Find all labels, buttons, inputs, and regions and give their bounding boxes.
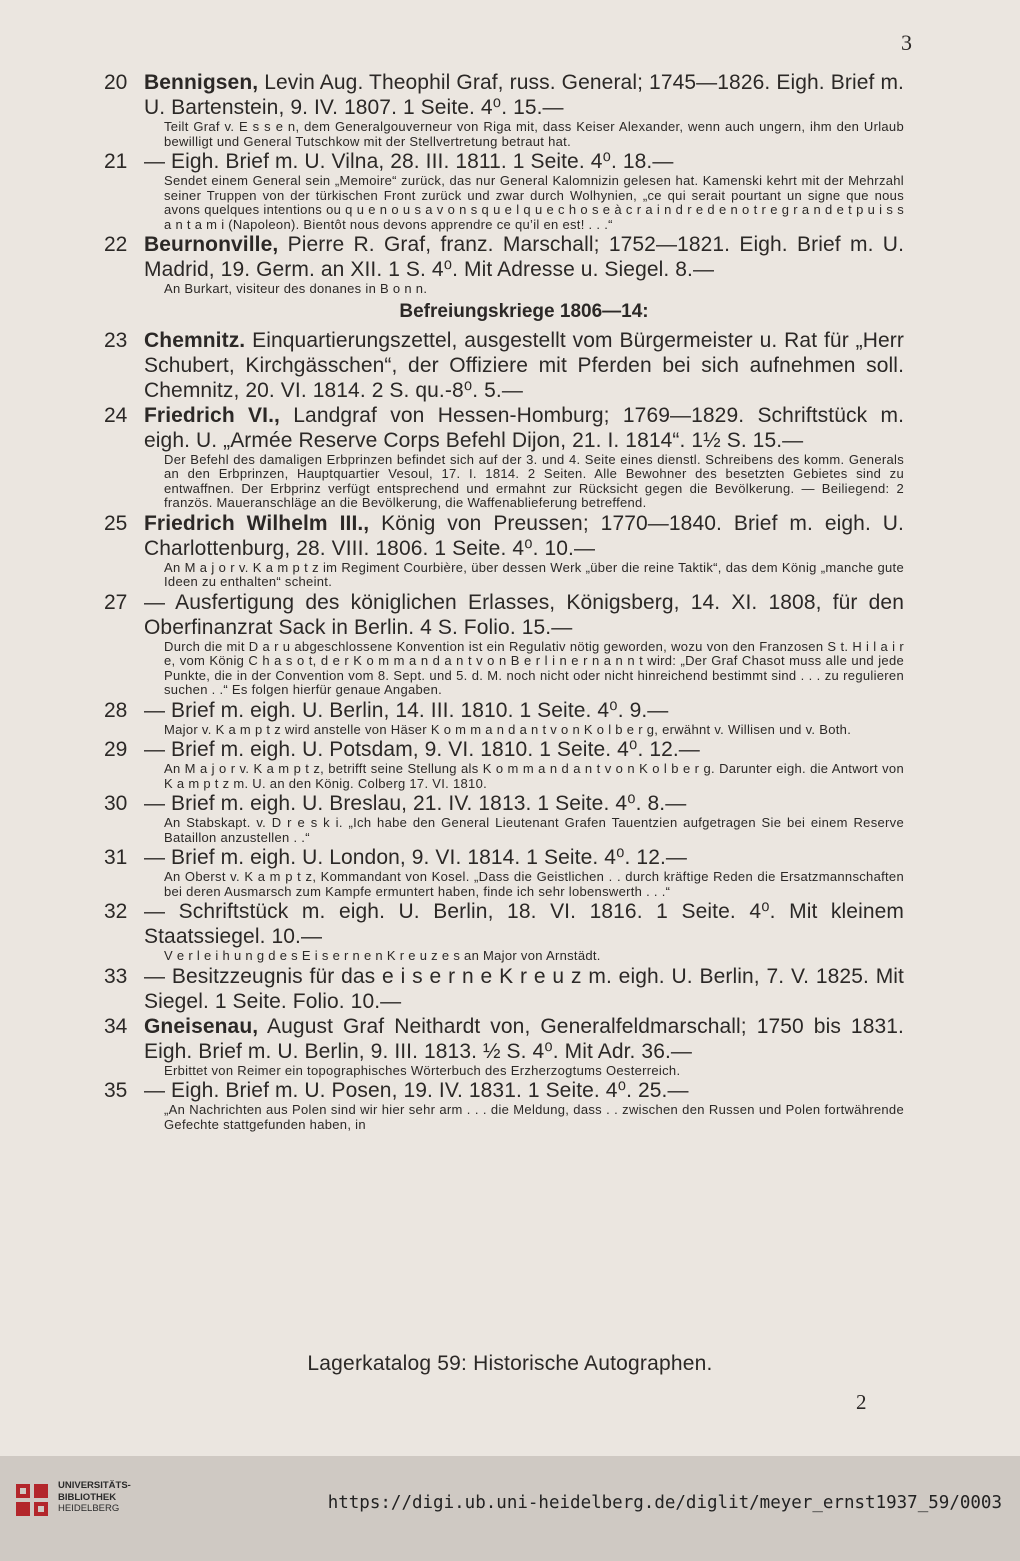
entry-text: August Graf Neithardt von, Generalfeldmarschall; 1750 bis 1831. Eigh. Brief m. U. Berlin, 9. III. 1813. ½ S. 4⁰. Mit Adr. 36.— <box>144 1014 904 1063</box>
logo-line-2: BIBLIOTHEK <box>58 1491 117 1503</box>
entry-number: 22 <box>104 233 128 256</box>
catalog-entry <box>104 845 904 899</box>
entry-text: — Besitzzeugnis für das e i s e r n e K r e u z m. eigh. U. Berlin, 7. V. 1825. Mit Siegel. 1 Seite. Folio. 10.— <box>144 964 904 1013</box>
entry-description <box>144 791 904 816</box>
entry-number: 35 <box>104 1079 128 1102</box>
entry-text: — Eigh. Brief m. U. Posen, 19. IV. 1831. 1 Seite. 4⁰. 25.— <box>144 1079 689 1102</box>
entry-note: Der Befehl des damaligen Erbprinzen befindet sich auf der 3. und 4. Seite eines dienstl. Schreibens des komm. Generals an den Erbprinzen, Hauptquartier Vesoul, 17. I. 1814. 2 Seiten. Alle Bewohner des besetzten Gebietes sind zu entwaffnen. Der Erbprinz verfügt entsprechend und ermahnt zur Rücksicht gegen die Bevölkerung. — Beiliegend: 2 französ. Maueranschläge an die Bevölkerung, die Waffenablieferung betreffend. <box>164 451 904 510</box>
entry-number: 24 <box>104 403 128 427</box>
entry-text: — Eigh. Brief m. U. Vilna, 28. III. 1811. 1 Seite. 4⁰. 18.— <box>144 150 674 173</box>
catalog-entry <box>104 70 904 149</box>
entry-name: Friedrich Wilhelm III., <box>144 511 370 535</box>
catalog-entry <box>104 232 904 297</box>
section-heading: Befreiungskriege 1806—14: <box>399 300 649 322</box>
entry-number: 32 <box>104 900 128 923</box>
entry-number: 25 <box>104 511 128 535</box>
entry-note: An Stabskapt. v. D r e s k i. „Ich habe den General Lieutenant Grafen Tauentzien aufgetragen Sie bei einem Reserve Bataillon anzustellen . .“ <box>164 815 904 845</box>
catalog-entry <box>104 791 904 845</box>
entry-description <box>144 403 904 453</box>
entry-note: An Burkart, visiteur des donanes in B o n n. <box>164 281 428 296</box>
catalog-entry <box>104 511 904 590</box>
entry-description <box>144 70 904 120</box>
signature-mark: 2 <box>856 1390 867 1414</box>
entry-number: 28 <box>104 698 128 722</box>
entry-text: Landgraf von Hessen-Homburg; 1769—1829. Schriftstück m. eigh. U. „Armée Reserve Corps Befehl Dijon, 21. I. 1814“. 1½ S. 15.— <box>144 403 905 452</box>
entry-description <box>144 149 904 174</box>
entry-note: An Oberst v. K a m p t z, Kommandant von Kosel. „Dass die Geistlichen . . durch kräftige Reden die Ersatzmannschaften bei deren Ausmarsch zum Kampfe ermuntert haben, finde ich sehr lobenswerth . . .“ <box>164 869 904 899</box>
entry-number: 31 <box>104 846 128 869</box>
catalog-entry <box>104 737 904 791</box>
catalog-entry <box>104 1014 904 1079</box>
entry-text: — Brief m. eigh. U. Potsdam, 9. VI. 1810. 1 Seite. 4⁰. 12.— <box>144 738 700 761</box>
entry-description <box>144 737 904 762</box>
entry-text: — Ausfertigung des königlichen Erlasses, Königsberg, 14. XI. 1808, für den Oberfinanzrat Sack in Berlin. 4 S. Folio. 15.— <box>144 590 904 639</box>
entry-description <box>144 232 904 282</box>
entry-description <box>144 590 904 640</box>
entry-name: Gneisenau, <box>144 1014 259 1038</box>
entry-description <box>144 698 904 723</box>
entry-text: König von Preussen; 1770—1840. Brief m. eigh. U. Charlottenburg, 28. VIII. 1806. 1 Seite. 4⁰. 10.— <box>144 511 904 560</box>
catalog-entry <box>104 964 904 1014</box>
library-logo[interactable] <box>14 1478 154 1528</box>
entry-note: Erbittet von Reimer ein topographisches Wörterbuch des Erzherzogtums Oesterreich. <box>164 1062 681 1078</box>
entry-note: Sendet einem General sein „Memoire“ zurück, das nur General Kalomnizin gelesen hat. Kamenski kehrt mit der Mehrzahl seiner Truppen von der türkischen Front zurück und zwar durch Wolhynien, „ce qui serait pourtant un signe que nous avons quelques intentions ou q u e n o u s a v o n s q u e l q u e c h o s e à c r a i n d r e d e n o t r e g r a n d e t p u i s s a n t a m i (Napoleon). Bientôt nous devons apprendre ce qu’il en est! . . .“ <box>164 173 904 232</box>
entry-number: 20 <box>104 71 128 94</box>
catalog-footer-title: Lagerkatalog 59: Historische Autographen. <box>307 1352 713 1375</box>
catalog-entry <box>104 328 904 403</box>
entry-number: 29 <box>104 738 128 761</box>
catalog-entry <box>104 698 904 738</box>
entry-number: 27 <box>104 590 128 614</box>
entry-number: 23 <box>104 328 128 352</box>
catalog-entry <box>104 149 904 232</box>
entry-note: Teilt Graf v. E s s e n, dem Generalgouverneur von Riga mit, dass Keiser Alexander, wenn auch ungern, ihm den Urlaub bewilligt und General Tutschkow mit der Stellvertretung betraut hat. <box>164 119 904 149</box>
entry-number: 21 <box>104 150 128 173</box>
entry-note: Major v. K a m p t z wird anstelle von Häser K o m m a n d a n t v o n K o l b e r g, erwähnt v. Willisen und v. Both. <box>164 721 852 737</box>
entry-note: V e r l e i h u n g d e s E i s e r n e n K r e u z e s an Major von Arnstädt. <box>164 948 601 963</box>
source-url-link[interactable]: https://digi.ub.uni-heidelberg.de/diglit/meyer_ernst1937_59/0003 <box>327 1493 1002 1513</box>
catalog-entries <box>104 70 904 1132</box>
entry-description <box>144 899 904 949</box>
entry-note: „An Nachrichten aus Polen sind wir hier sehr arm . . . die Meldung, dass . . zwischen den Russen und Polen fortwährende Gefechte stattgefunden haben, in <box>164 1102 904 1132</box>
entry-text: Levin Aug. Theophil Graf, russ. General; 1745—1826. Eigh. Brief m. U. Bartenstein, 9. IV. 1807. 1 Seite. 4⁰. 15.— <box>144 71 904 119</box>
entry-number: 34 <box>104 1014 128 1038</box>
entry-note: An M a j o r v. K a m p t z im Regiment Courbière, über dessen Werk „über die reine Taktik“, das dem König „manche gute Ideen zu enthalten“ scheint. <box>164 559 904 589</box>
entry-name: Beurnonville, <box>144 233 279 256</box>
entry-note: An M a j o r v. K a m p t z, betrifft seine Stellung als K o m m a n d a n t v o n K o l b e r g. Darunter eigh. die Antwort von K a m p t z m. U. an den König. Colberg 17. VI. 1810. <box>164 761 904 791</box>
entry-text: Pierre R. Graf, franz. Marschall; 1752—1821. Eigh. Brief m. U. Madrid, 19. Germ. an XII. 1 S. 4⁰. Mit Adresse u. Siegel. 8.— <box>144 233 904 281</box>
catalog-entry <box>104 403 904 511</box>
entry-text: — Brief m. eigh. U. Berlin, 14. III. 1810. 1 Seite. 4⁰. 9.— <box>144 698 669 722</box>
logo-line-1: UNIVERSITÄTS- <box>58 1480 131 1491</box>
entry-number: 30 <box>104 792 128 815</box>
catalog-entry <box>104 899 904 964</box>
entry-number: 33 <box>104 964 128 988</box>
entry-text: — Schriftstück m. eigh. U. Berlin, 18. VI. 1816. 1 Seite. 4⁰. Mit kleinem Staatssiegel. 10.— <box>144 900 904 948</box>
entry-text: — Brief m. eigh. U. London, 9. VI. 1814. 1 Seite. 4⁰. 12.— <box>144 846 688 869</box>
library-logo-icon <box>14 1482 50 1518</box>
entry-name: Friedrich VI., <box>144 403 280 427</box>
catalog-entry <box>104 590 904 698</box>
logo-line-3: HEIDELBERG <box>58 1503 120 1514</box>
library-logo-text <box>58 1480 131 1515</box>
entry-description <box>144 328 904 403</box>
entry-name: Bennigsen, <box>144 71 259 94</box>
page-number: 3 <box>901 30 912 55</box>
catalog-entry <box>104 1078 904 1132</box>
entry-description <box>144 1078 904 1103</box>
entry-text: — Brief m. eigh. U. Breslau, 21. IV. 1813. 1 Seite. 4⁰. 8.— <box>144 792 687 815</box>
entry-description <box>144 845 904 870</box>
entry-name: Chemnitz. <box>144 328 246 352</box>
entry-note: Durch die mit D a r u abgeschlossene Konvention ist ein Regulativ nötig geworden, wozu von den Franzosen S t. H i l a i r e, vom König C h a s o t, d e r K o m m a n d a n t v o n B e r l i n e r n a n n t wird: „Der Graf Chasot muss alle und jede Punkte, die in der Convention vom 8. Sept. und 5. d. M. noch nicht oder nicht hinreichend bestimmt sind . . . zu regulieren suchen . .“ Es folgen hierfür genaue Angaben. <box>164 638 904 697</box>
entry-description <box>144 511 904 561</box>
entry-text: Einquartierungszettel, ausgestellt vom Bürgermeister u. Rat für „Herr Schubert, Kirchgässchen“, der Offiziere mit Pferden bei sich aufnehmen soll. Chemnitz, 20. VI. 1814. 2 S. qu.-8⁰. 5.— <box>144 328 904 402</box>
entry-description <box>144 964 904 1014</box>
entry-description <box>144 1014 904 1064</box>
